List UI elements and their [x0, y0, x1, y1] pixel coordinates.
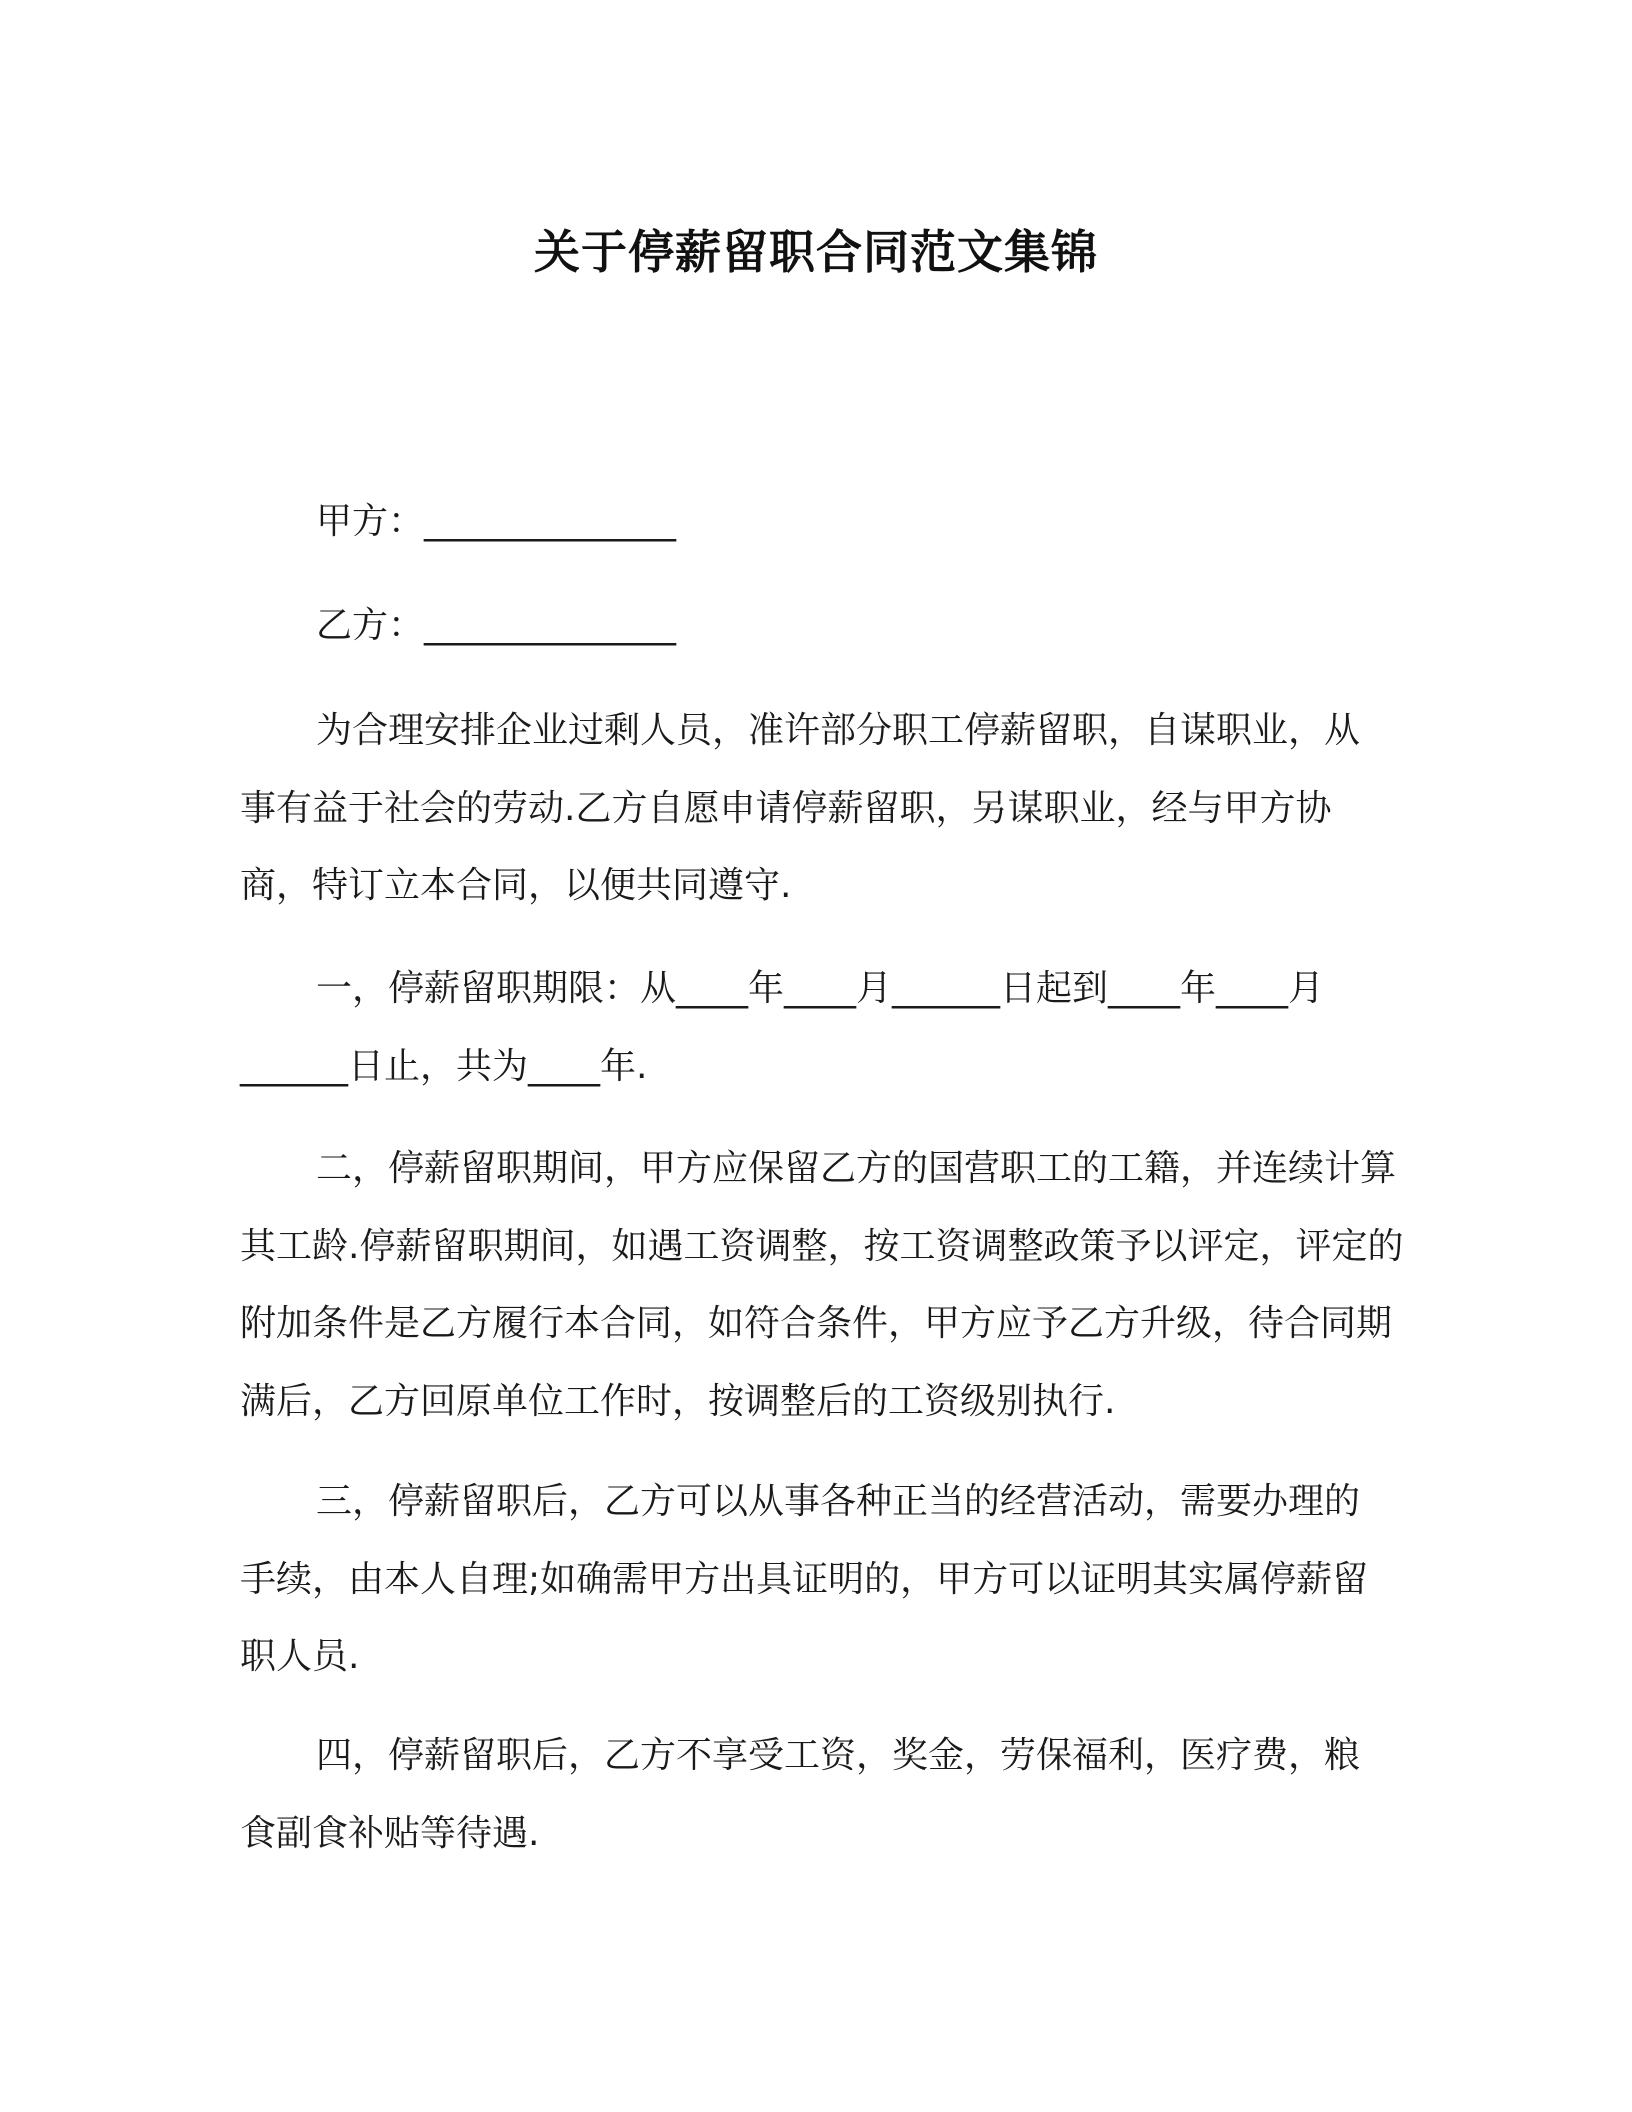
- intro-paragraph: 为合理安排企业过剩人员，准许部分职工停薪留职，自谋职业，从事有益于社会的劳动.乙方自愿申请停薪留职，另谋职业，经与甲方协商，特订立本合同，以便共同遵守.: [240, 710, 1361, 906]
- clause-1-paragraph: 一，停薪留职期限：从____年____月______日起到____年____月______日止，共为____年.: [240, 968, 1325, 1087]
- document-title: 关于停薪留职合同范文集锦: [534, 225, 1098, 279]
- party-a-line: 甲方：______________: [316, 501, 677, 542]
- party-b-line: 乙方：______________: [316, 605, 677, 646]
- clause-2-paragraph: 二，停薪留职期间，甲方应保留乙方的国营职工的工籍，并连续计算其工龄.停薪留职期间，如遇工资调整，按工资调整政策予以评定，评定的附加条件是乙方履行本合同，如符合条件，甲方应予乙方升级，待合同期满后，乙方回原单位工作时，按调整后的工资级别执行.: [240, 1148, 1404, 1422]
- clause-3-paragraph: 三，停薪留职后，乙方可以从事各种正当的经营活动，需要办理的手续，由本人自理;如确需甲方出具证明的，甲方可以证明其实属停薪留职人员.: [240, 1481, 1369, 1677]
- clause-4-paragraph: 四，停薪留职后，乙方不享受工资，奖金，劳保福利，医疗费，粮食副食补贴等待遇.: [240, 1735, 1361, 1854]
